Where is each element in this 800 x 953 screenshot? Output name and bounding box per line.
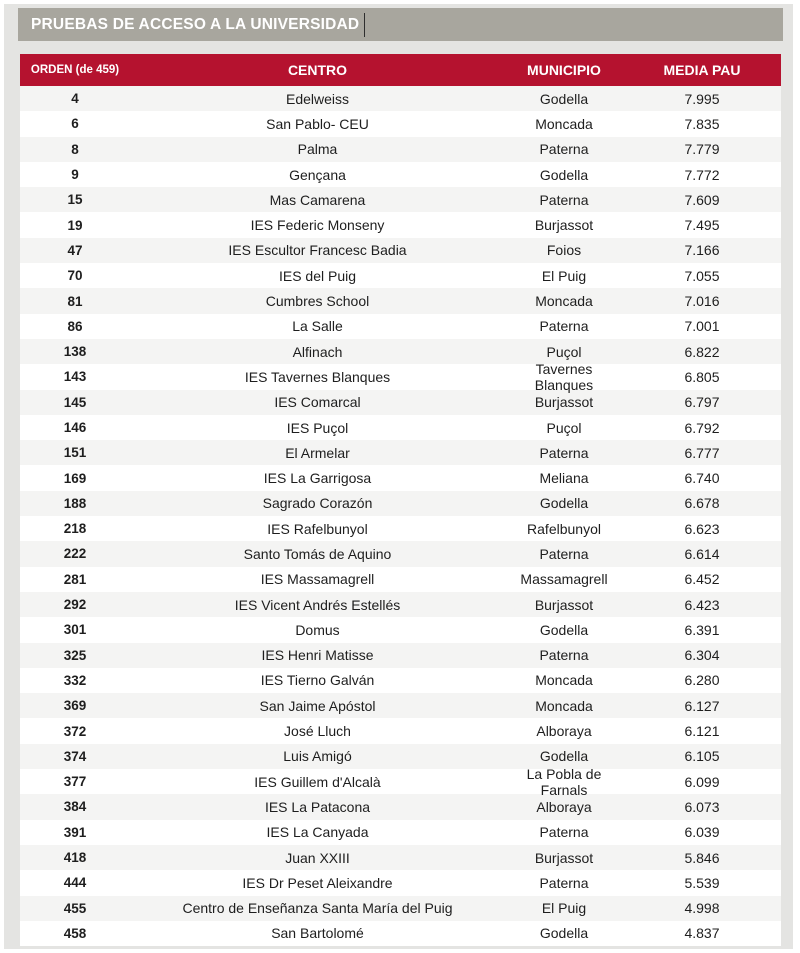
cell-media: 7.166 bbox=[684, 242, 720, 259]
cell-municipio: Burjassot bbox=[534, 217, 594, 234]
cell-orden: 86 bbox=[67, 318, 83, 334]
cell-municipio: Tavernes Blanques bbox=[534, 360, 594, 393]
table-row bbox=[20, 360, 781, 393]
table-row bbox=[20, 765, 781, 798]
table-row bbox=[20, 288, 781, 313]
cell-media: 7.609 bbox=[684, 191, 720, 208]
cell-municipio: Burjassot bbox=[534, 849, 594, 866]
cell-centro: Luis Amigó bbox=[283, 748, 352, 765]
table-body bbox=[20, 86, 781, 946]
cell-orden: 292 bbox=[63, 597, 87, 613]
cell-media: 7.016 bbox=[684, 293, 720, 310]
cell-orden: 369 bbox=[63, 698, 87, 714]
cell-centro: Juan XXIII bbox=[285, 849, 350, 866]
cell-media: 7.495 bbox=[684, 217, 720, 234]
cell-orden: 301 bbox=[63, 622, 87, 638]
cell-media: 4.837 bbox=[684, 925, 720, 942]
table-row bbox=[20, 111, 781, 136]
cell-centro: El Armelar bbox=[285, 444, 350, 461]
cell-orden: 418 bbox=[63, 850, 87, 866]
cell-centro: San Bartolomé bbox=[271, 925, 364, 942]
table-row bbox=[20, 238, 781, 263]
cell-centro: Alfinach bbox=[292, 343, 343, 360]
cell-media: 6.304 bbox=[684, 647, 720, 664]
cell-municipio: Burjassot bbox=[534, 596, 594, 613]
cell-centro: San Jaime Apóstol bbox=[259, 697, 376, 714]
cell-centro: IES Escultor Francesc Badia bbox=[228, 242, 407, 259]
cell-media: 6.777 bbox=[684, 444, 720, 461]
table-row bbox=[20, 465, 781, 490]
cell-centro: Palma bbox=[297, 141, 338, 158]
cell-orden: 218 bbox=[63, 521, 87, 537]
cell-media: 7.772 bbox=[684, 166, 720, 183]
cell-orden: 325 bbox=[63, 647, 87, 663]
cell-centro: IES La Patacona bbox=[264, 798, 371, 815]
cell-municipio: Paterna bbox=[539, 545, 589, 562]
table-row bbox=[20, 896, 781, 921]
table-row bbox=[20, 643, 781, 668]
cell-centro: IES Tierno Galván bbox=[260, 672, 375, 689]
table-row bbox=[20, 592, 781, 617]
page-title: PRUEBAS DE ACCESO A LA UNIVERSIDAD bbox=[31, 16, 360, 33]
cell-media: 6.452 bbox=[684, 571, 720, 588]
cell-media: 6.623 bbox=[684, 520, 720, 537]
cell-media: 7.001 bbox=[684, 318, 720, 335]
cell-municipio: Meliana bbox=[539, 470, 589, 487]
cell-centro: Santo Tomás de Aquino bbox=[243, 545, 392, 562]
cell-municipio: Paterna bbox=[539, 141, 589, 158]
cell-municipio: Puçol bbox=[546, 419, 582, 436]
cell-orden: 377 bbox=[63, 774, 87, 790]
cell-orden: 8 bbox=[71, 141, 79, 157]
cell-municipio: Alboraya bbox=[536, 798, 592, 815]
table-frame bbox=[4, 4, 793, 949]
cell-media: 6.678 bbox=[684, 495, 720, 512]
cell-centro: IES Puçol bbox=[286, 419, 349, 436]
cell-municipio: Massamagrell bbox=[520, 571, 608, 588]
cell-municipio: Burjassot bbox=[534, 394, 594, 411]
table-row bbox=[20, 693, 781, 718]
cell-media: 6.792 bbox=[684, 419, 720, 436]
table-row bbox=[20, 820, 781, 845]
cell-orden: 391 bbox=[63, 824, 87, 840]
table-row bbox=[20, 339, 781, 364]
table-row bbox=[20, 314, 781, 339]
cell-centro: IES Vicent Andrés Estellés bbox=[234, 596, 401, 613]
table-row bbox=[20, 187, 781, 212]
cell-centro: IES del Puig bbox=[278, 267, 357, 284]
table-row bbox=[20, 617, 781, 642]
cell-centro: IES Henri Matisse bbox=[261, 647, 374, 664]
table-row bbox=[20, 137, 781, 162]
text-cursor bbox=[364, 13, 365, 37]
table-row bbox=[20, 162, 781, 187]
cell-municipio: El Puig bbox=[541, 267, 587, 284]
table-row bbox=[20, 567, 781, 592]
cell-municipio: Moncada bbox=[535, 672, 593, 689]
table-row bbox=[20, 541, 781, 566]
cell-centro: San Pablo- CEU bbox=[266, 115, 369, 132]
cell-centro: Sagrado Corazón bbox=[262, 495, 373, 512]
cell-municipio: Paterna bbox=[539, 647, 589, 664]
cell-municipio: Rafelbunyol bbox=[527, 520, 601, 537]
table-row bbox=[20, 415, 781, 440]
cell-municipio: Moncada bbox=[535, 697, 593, 714]
cell-media: 6.121 bbox=[684, 723, 720, 740]
table-row bbox=[20, 440, 781, 465]
cell-orden: 458 bbox=[63, 925, 87, 941]
cell-orden: 15 bbox=[67, 192, 83, 208]
cell-municipio: Godella bbox=[539, 495, 589, 512]
cell-media: 5.539 bbox=[684, 874, 720, 891]
cell-municipio: Godella bbox=[539, 621, 589, 638]
cell-orden: 332 bbox=[63, 672, 87, 688]
cell-media: 6.740 bbox=[684, 470, 720, 487]
cell-orden: 9 bbox=[71, 167, 79, 183]
cell-orden: 4 bbox=[71, 91, 79, 107]
cell-orden: 145 bbox=[63, 394, 87, 410]
cell-media: 4.998 bbox=[684, 900, 720, 917]
cell-centro: IES Federic Monseny bbox=[250, 217, 385, 234]
cell-municipio: Paterna bbox=[539, 191, 589, 208]
table-row bbox=[20, 668, 781, 693]
cell-media: 6.614 bbox=[684, 545, 720, 562]
table-row bbox=[20, 516, 781, 541]
cell-centro: Domus bbox=[295, 621, 340, 638]
cell-centro: José Lluch bbox=[284, 723, 351, 740]
cell-media: 6.280 bbox=[684, 672, 720, 689]
results-table bbox=[20, 54, 781, 946]
table-header bbox=[20, 54, 781, 86]
cell-orden: 70 bbox=[67, 268, 83, 284]
cell-orden: 384 bbox=[63, 799, 87, 815]
cell-municipio: Paterna bbox=[539, 824, 589, 841]
cell-media: 6.073 bbox=[684, 798, 720, 815]
table-row bbox=[20, 491, 781, 516]
table-row bbox=[20, 794, 781, 819]
column-header-media: MEDIA PAU bbox=[663, 62, 741, 78]
cell-centro: IES Tavernes Blanques bbox=[244, 368, 391, 385]
cell-orden: 146 bbox=[63, 420, 87, 435]
title-bar bbox=[18, 8, 783, 41]
cell-media: 6.099 bbox=[684, 773, 720, 790]
cell-centro: Centro de Enseñanza Santa María del Puig bbox=[182, 900, 453, 917]
cell-media: 7.835 bbox=[684, 115, 720, 132]
cell-orden: 151 bbox=[63, 445, 87, 461]
cell-municipio: Foios bbox=[546, 242, 582, 259]
cell-orden: 372 bbox=[63, 723, 87, 739]
cell-media: 6.105 bbox=[684, 748, 720, 765]
cell-municipio: Godella bbox=[539, 925, 589, 942]
column-header-municipio: MUNICIPIO bbox=[527, 62, 601, 78]
cell-centro: IES Rafelbunyol bbox=[267, 520, 368, 537]
cell-orden: 81 bbox=[67, 293, 83, 309]
cell-municipio: Godella bbox=[539, 166, 589, 183]
cell-orden: 143 bbox=[63, 369, 87, 385]
cell-centro: IES Massamagrell bbox=[260, 571, 375, 588]
cell-centro: Mas Camarena bbox=[269, 191, 366, 208]
table-row bbox=[20, 921, 781, 946]
cell-centro: IES La Canyada bbox=[266, 824, 369, 841]
cell-media: 6.805 bbox=[684, 368, 720, 385]
column-header-orden: ORDEN (de 459) bbox=[30, 64, 120, 76]
cell-centro: Edelweiss bbox=[285, 90, 350, 107]
cell-municipio: Godella bbox=[539, 90, 589, 107]
cell-municipio: La Pobla de Farnals bbox=[526, 765, 602, 798]
cell-media: 6.423 bbox=[684, 596, 720, 613]
cell-municipio: Alboraya bbox=[536, 723, 592, 740]
cell-municipio: El Puig bbox=[541, 900, 587, 917]
cell-centro: IES Guillem d'Alcalà bbox=[254, 773, 381, 790]
cell-media: 7.055 bbox=[684, 267, 720, 284]
cell-municipio: Godella bbox=[539, 748, 589, 765]
cell-municipio: Moncada bbox=[535, 115, 593, 132]
cell-municipio: Moncada bbox=[535, 293, 593, 310]
cell-municipio: Puçol bbox=[546, 343, 582, 360]
cell-centro: Cumbres School bbox=[265, 293, 370, 310]
cell-orden: 138 bbox=[63, 344, 87, 360]
table-row bbox=[20, 390, 781, 415]
cell-orden: 374 bbox=[63, 748, 87, 764]
cell-orden: 281 bbox=[63, 571, 87, 587]
cell-centro: IES La Garrigosa bbox=[263, 470, 372, 487]
cell-orden: 19 bbox=[67, 217, 83, 233]
cell-media: 7.779 bbox=[684, 141, 720, 158]
cell-orden: 6 bbox=[71, 116, 79, 132]
table-row bbox=[20, 86, 781, 111]
table-row bbox=[20, 212, 781, 237]
table-row bbox=[20, 744, 781, 769]
cell-orden: 222 bbox=[63, 546, 87, 562]
cell-centro: IES Dr Peset Aleixandre bbox=[242, 874, 393, 891]
cell-municipio: Paterna bbox=[539, 444, 589, 461]
column-header-centro: CENTRO bbox=[287, 62, 348, 78]
cell-orden: 47 bbox=[67, 242, 83, 258]
cell-media: 7.995 bbox=[684, 90, 720, 107]
table-row bbox=[20, 845, 781, 870]
cell-media: 5.846 bbox=[684, 849, 720, 866]
cell-orden: 455 bbox=[63, 900, 87, 916]
table-row bbox=[20, 718, 781, 743]
cell-centro: IES Comarcal bbox=[274, 394, 361, 411]
table-row bbox=[20, 263, 781, 288]
cell-orden: 188 bbox=[63, 495, 87, 511]
cell-centro: La Salle bbox=[292, 318, 343, 335]
cell-media: 6.797 bbox=[684, 394, 720, 411]
cell-orden: 444 bbox=[63, 875, 87, 891]
cell-centro: Gençana bbox=[289, 166, 346, 183]
cell-municipio: Paterna bbox=[539, 874, 589, 891]
cell-municipio: Paterna bbox=[539, 318, 589, 335]
cell-media: 6.039 bbox=[684, 824, 720, 841]
table-row bbox=[20, 870, 781, 895]
cell-orden: 169 bbox=[63, 470, 87, 486]
cell-media: 6.822 bbox=[684, 343, 720, 360]
cell-media: 6.127 bbox=[684, 697, 720, 714]
cell-media: 6.391 bbox=[684, 621, 720, 638]
